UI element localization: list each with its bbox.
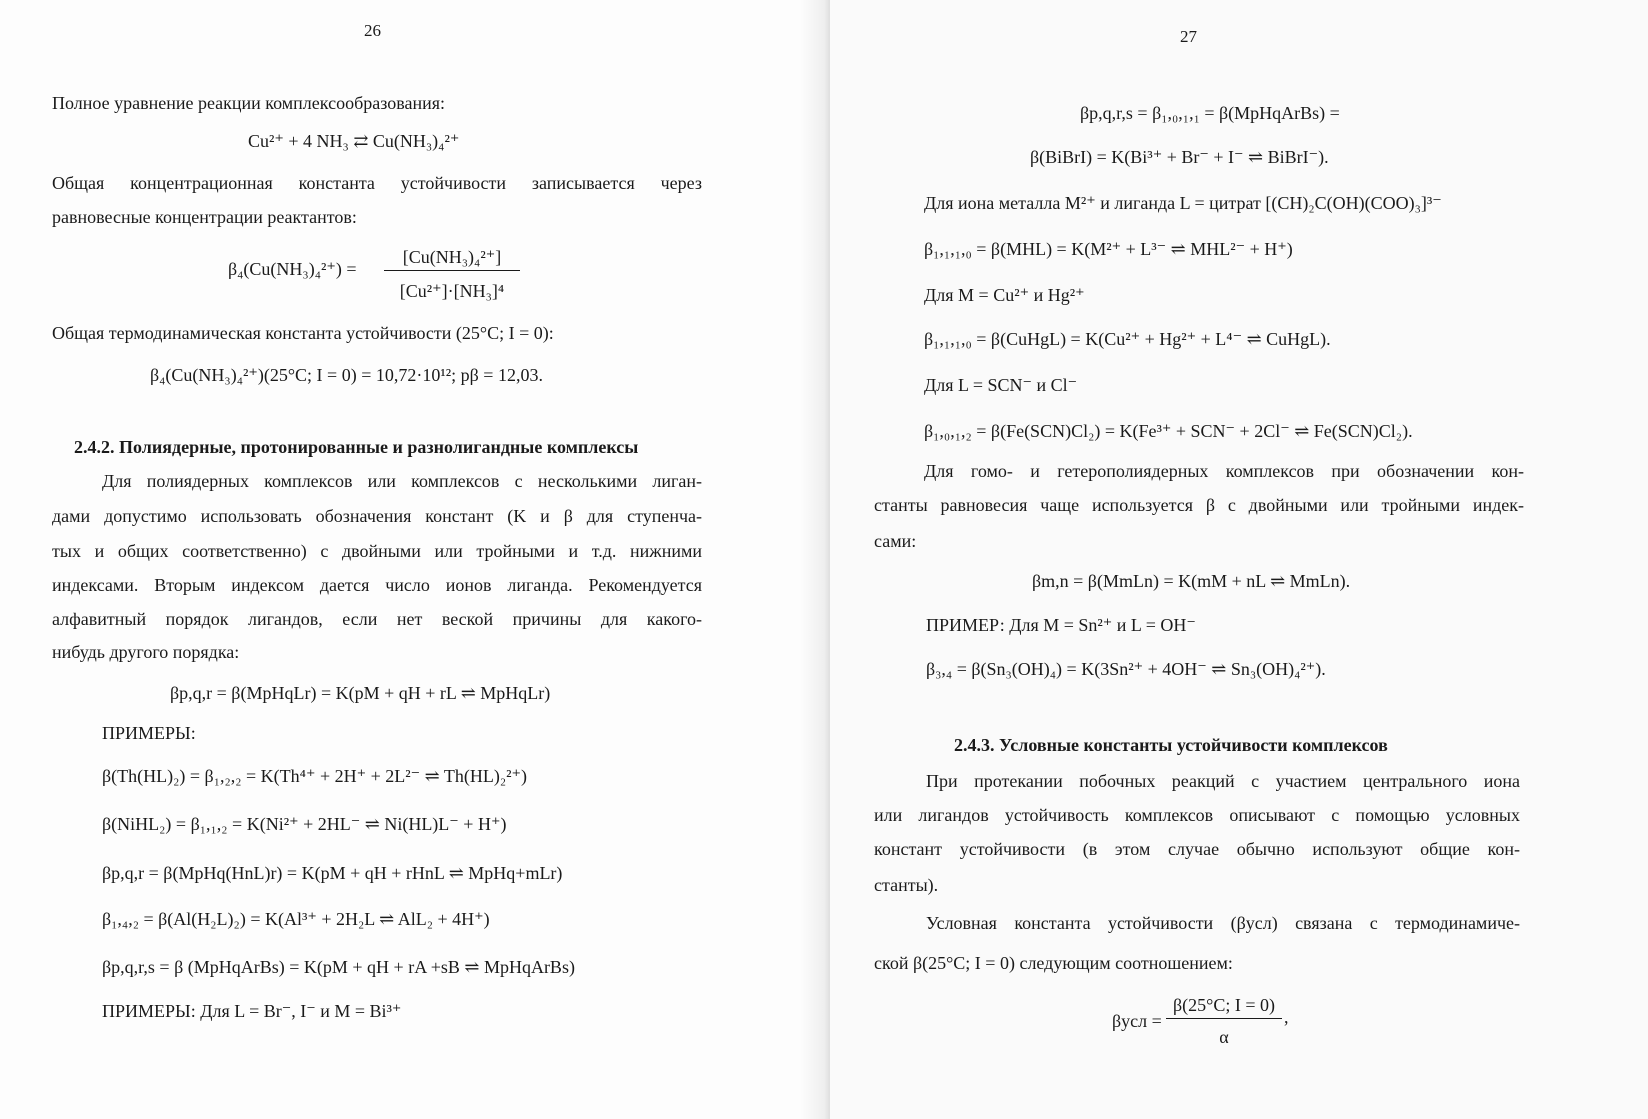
paragraph-line: При протекании побочных реакций с участием центрального иона (926, 771, 1520, 791)
paragraph-line: Для гомо- и гетерополиядерных комплексов при обозначении кон- (924, 461, 1524, 481)
equation: βp,q,r = β(MpHqLr) = K(pM + qH + rL ⇌ MpHqLr) (170, 683, 551, 703)
paragraph: Общая термодинамическая константа устойчивости (25°C; I = 0): (52, 323, 554, 343)
fraction-denominator: [Cu²⁺]·[NH₃]⁴ (399, 281, 505, 301)
paragraph-line: равновесные концентрации реактантов: (52, 207, 357, 227)
paragraph-line: станты равновесия чаще используется β с двойными или тройными индек- (874, 495, 1524, 515)
paragraph: Для L = SCN⁻ и Cl⁻ (924, 375, 1078, 395)
equation: β(Th(HL)₂) = β₁,₂,₂ = K(Th⁴⁺ + 2H⁺ + 2L²⁻ ⇌ Th(HL)₂²⁺) (102, 766, 528, 786)
page-number: 27 (1180, 27, 1197, 46)
paragraph-line: сами: (874, 531, 917, 551)
paragraph: Для иона металла M²⁺ и лиганда L = цитрат [(CH)₂C(OH)(COO)₃]³⁻ (924, 193, 1442, 213)
equation: βp,q,r = β(MpHq(HnL)r) = K(pM + qH + rHnL ⇌ MpHq+mLr) (102, 863, 563, 883)
equation: β₃,₄ = β(Sn₃(OH)₄) = K(3Sn²⁺ + 4OH⁻ ⇌ Sn₃(OH)₄²⁺). (926, 659, 1326, 679)
fraction-denominator: α (1219, 1027, 1229, 1047)
paragraph-line: Условная константа устойчивости (βусл) связана с термодинамиче- (926, 913, 1520, 933)
equation: βp,q,r,s = β₁,₀,₁,₁ = β(MpHqArBs) = (1080, 103, 1340, 123)
paragraph-line: тых и общих соответственно) с двойными или тройными и т.д. нижними (52, 541, 702, 561)
equation: βm,n = β(MmLn) = K(mM + nL ⇌ MmLn). (1032, 571, 1351, 591)
paragraph-line: или лигандов устойчивость комплексов описывают с помощью условных (874, 805, 1520, 825)
fraction-bar (384, 270, 520, 271)
equation: β₁,₀,₁,₂ = β(Fe(SCN)Cl₂) = K(Fe³⁺ + SCN⁻ + 2Cl⁻ ⇌ Fe(SCN)Cl₂). (924, 421, 1413, 441)
paragraph-line: ской β(25°C; I = 0) следующим соотношением: (874, 953, 1233, 973)
equation: β₄(Cu(NH₃)₄²⁺)(25°C; I = 0) = 10,72·10¹²; pβ = 12,03. (150, 365, 543, 385)
equation: βp,q,r,s = β (MpHqArBs) = K(pM + qH + rA +sB ⇌ MpHqArBs) (102, 957, 575, 977)
paragraph-line: Общая концентрационная константа устойчивости записывается через (52, 173, 702, 193)
equation-lhs: βусл = (1112, 1011, 1162, 1031)
paragraph-line: дами допустимо использовать обозначения констант (K и β для ступенча- (52, 506, 703, 526)
equation: β(BiBrI) = K(Bi³⁺ + Br⁻ + I⁻ ⇌ BiBrI⁻). (1030, 147, 1329, 167)
fraction-numerator: β(25°C; I = 0) (1173, 995, 1275, 1015)
section-heading: 2.4.3. Условные константы устойчивости комплексов (954, 735, 1388, 755)
examples-label: ПРИМЕРЫ: Для L = Br⁻, I⁻ и M = Bi³⁺ (102, 1001, 402, 1021)
equation: β₁,₄,₂ = β(Al(H₂L)₂) = K(Al³⁺ + 2H₂L ⇌ AlL₂ + 4H⁺) (102, 909, 490, 929)
paragraph-line: алфавитный порядок лигандов, если нет веской причины для какого- (52, 609, 702, 629)
paragraph-line: индексами. Вторым индексом дается число ионов лиганда. Рекомендуется (52, 575, 702, 595)
paragraph-line: констант устойчивости (в этом случае обычно используют общие кон- (874, 839, 1520, 859)
examples-label: ПРИМЕРЫ: (102, 723, 196, 743)
equation-comma: , (1284, 1007, 1289, 1027)
equation: β(NiHL₂) = β₁,₁,₂ = K(Ni²⁺ + 2HL⁻ ⇌ Ni(HL)L⁻ + H⁺) (102, 814, 507, 834)
paragraph: Полное уравнение реакции комплексообразования: (52, 93, 446, 113)
page-number: 26 (364, 21, 381, 40)
paragraph-line: нибудь другого порядка: (52, 642, 240, 662)
right-page (830, 0, 1648, 1119)
equation: β₁,₁,₁,₀ = β(MHL) = K(M²⁺ + L³⁻ ⇌ MHL²⁻ + H⁺) (924, 239, 1293, 259)
example-label: ПРИМЕР: Для M = Sn²⁺ и L = OH⁻ (926, 615, 1196, 635)
section-heading: 2.4.2. Полиядерные, протонированные и разнолигандные комплексы (74, 437, 639, 457)
paragraph-line: Для полиядерных комплексов или комплексов с несколькими лиган- (102, 471, 702, 491)
equation: Cu²⁺ + 4 NH₃ ⇄ Cu(NH₃)₄²⁺ (248, 131, 460, 151)
fraction-bar (1166, 1018, 1282, 1019)
equation-lhs: β₄(Cu(NH₃)₄²⁺) = (228, 259, 357, 279)
fraction-numerator: [Cu(NH₃)₄²⁺] (402, 247, 502, 267)
equation: β₁,₁,₁,₀ = β(CuHgL) = K(Cu²⁺ + Hg²⁺ + L⁴⁻ ⇌ CuHgL). (924, 329, 1331, 349)
paragraph: Для M = Cu²⁺ и Hg²⁺ (924, 285, 1085, 305)
paragraph-line: станты). (874, 875, 939, 895)
